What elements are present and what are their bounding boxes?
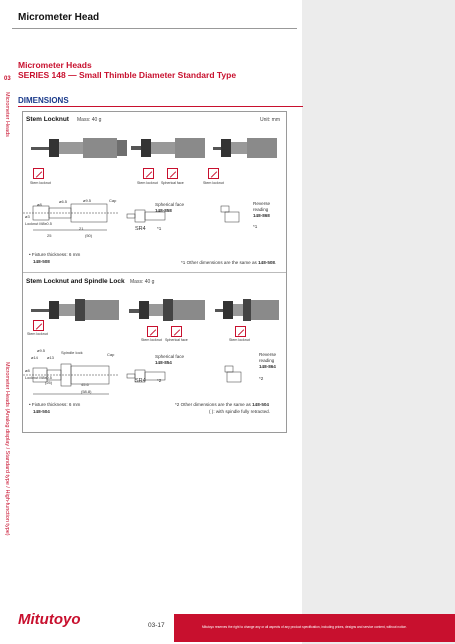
photo-tag: Stem locknut (30, 181, 51, 185)
warning-icon (33, 168, 44, 179)
warning-icon (171, 326, 182, 337)
footer-disclaimer: Mitutoyo reserves the right to change any or all aspects of any product specification, including prices, designs and service content, without notice. (202, 625, 407, 629)
dim-label: ø9.5 (37, 348, 46, 353)
unit-label: Unit: mm (260, 117, 280, 123)
title-rule (12, 28, 297, 29)
stem-spindle-mass: Mass: 40 g (130, 279, 155, 285)
micrometer-photo-3 (213, 138, 277, 158)
dimensions-rule (18, 106, 303, 107)
reverse-label-1b: reading (253, 207, 269, 212)
photo-tag: Stem locknut (203, 181, 224, 185)
dim-label: 25 (47, 233, 52, 238)
right-margin-panel (302, 0, 455, 644)
fixture-model-1: 148-508 (33, 259, 50, 264)
photo-tag: Stem locknut (141, 338, 162, 342)
warning-icon (235, 326, 246, 337)
spherical-face-label-1: Spherical face (155, 202, 185, 207)
dim-label: ø9.5 (83, 198, 92, 203)
micrometer-photo-4 (31, 299, 119, 321)
footnote-mark-2: *2 (157, 378, 162, 383)
dim-label: ø8 (37, 202, 42, 207)
dim-label: Spindle lock (61, 350, 83, 355)
spherical-face-label-2: Spherical face (155, 354, 185, 359)
micrometer-photo-6 (215, 299, 279, 321)
warning-icon (167, 168, 178, 179)
dimensions-box (22, 111, 287, 433)
dim-label: ø6.5 (59, 199, 68, 204)
reverse-model-2: 148-864 (259, 364, 276, 369)
reverse-label-1a: Reverse (253, 201, 271, 206)
spherical-face-model-1: 148-858 (155, 208, 172, 213)
reverse-drawing-1 (221, 206, 239, 222)
reverse-model-1: 148-868 (253, 213, 270, 218)
sr-label-1: SR4 (135, 226, 146, 232)
warning-icon (208, 168, 219, 179)
spherical-face-model-2: 148-854 (155, 360, 172, 365)
sr-label-2: SR4 (135, 378, 146, 384)
footnote-mark-1b: *1 (253, 224, 258, 229)
section-divider (23, 272, 286, 273)
fixture-model-2: 148-504 (33, 409, 50, 414)
photo-tag: Stem locknut (229, 338, 250, 342)
warning-icon (143, 168, 154, 179)
dim-label: 21 (79, 226, 84, 231)
page-tab: 03 (4, 76, 11, 82)
photo-tag: Spherical face (161, 181, 184, 185)
dim-label: Locknut M8x0.5 (25, 376, 52, 380)
other-dimensions-note-2: *2 Other dimensions are the same as 148-504 (175, 402, 269, 407)
mitutoyo-logo: Mitutoyo (18, 611, 81, 628)
fixture-thickness-2: • Fixture thickness: 6 mm (29, 402, 81, 407)
reverse-drawing-2 (225, 366, 241, 382)
side-text-bottom: Micrometer Heads (Analog display / Standard type / High-function type) (4, 362, 10, 536)
dim-label: Cap (107, 352, 115, 357)
dimensions-title: DIMENSIONS (18, 96, 69, 105)
other-dimensions-note-1: *1 Other dimensions are the same as 148-508. (181, 260, 277, 265)
photo-tag: Stem locknut (137, 181, 158, 185)
micrometer-photo-2 (131, 138, 205, 158)
fixture-thickness-1: • Fixture thickness: 6 mm (29, 252, 81, 257)
dim-label: ø14 (31, 355, 38, 360)
retract-note: ( ): with spindle fully retracted. (209, 409, 271, 414)
warning-icon (147, 326, 158, 337)
dim-label: (50) (85, 233, 93, 238)
page-subtitle (18, 60, 236, 80)
warning-icon (33, 320, 44, 331)
stem-spindle-title: Stem Locknut and Spindle Lock (26, 278, 125, 285)
footnote-mark-2b: *2 (259, 376, 264, 381)
micrometer-photo-5 (129, 299, 205, 321)
stem-locknut-title: Stem Locknut (26, 116, 69, 123)
footnote-mark-1: *1 (157, 226, 162, 231)
side-text-top: Micrometer Heads (4, 92, 10, 137)
dim-label: Cap (109, 198, 117, 203)
reverse-label-2a: Reverse (259, 352, 277, 357)
photo-tag: Spherical face (165, 338, 188, 342)
reverse-label-2b: reading (259, 358, 275, 363)
dim-label: (25) (45, 380, 53, 385)
stem-locknut-mass: Mass: 40 g (77, 117, 102, 123)
dimension-drawing-1 (23, 204, 118, 230)
dim-label: 45.6 (81, 382, 89, 387)
subtitle-line-1: Micrometer Heads (18, 60, 92, 70)
dim-label: ø3 (25, 214, 30, 219)
subtitle-line-2: SERIES 148 — Small Thimble Diameter Standard Type (18, 70, 237, 80)
stem-locknut-drawings (23, 126, 286, 246)
section-title: Micrometer Head (18, 12, 100, 23)
photo-tag: Stem locknut (27, 332, 48, 336)
dim-label: Locknut M8x0.5 (25, 222, 52, 226)
dim-label: ø8 (25, 368, 30, 373)
dim-label: (58.8) (81, 389, 92, 394)
dim-label: ø13 (47, 355, 54, 360)
page-number: 03-17 (148, 622, 165, 629)
micrometer-photo-1 (31, 138, 127, 158)
